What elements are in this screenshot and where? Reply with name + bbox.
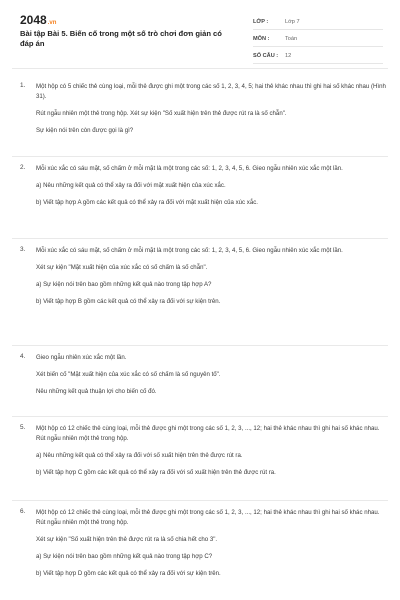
question-1 [20,82,386,136]
site-logo[interactable] [20,13,56,27]
question-6 [20,508,386,579]
meta-row-subject [253,32,383,47]
divider [12,156,388,157]
question-paragraph: a) Nêu những kết quả có thể xảy ra đối với số xuất hiện trên thẻ được rút ra. [36,452,243,459]
question-number: 2. [20,164,26,171]
meta-value: 12 [285,53,292,59]
question-body [36,164,386,208]
question-paragraph: Sự kiện nói trên còn được gọi là gì? [36,127,134,134]
logo-sub: .vn [47,20,57,26]
divider [12,500,388,501]
meta-value: Toán [285,36,298,42]
question-paragraph: Một hộp có 5 chiếc thẻ cùng loại, mỗi thẻ được ghi một trong các số 1, 2, 3, 4, 5; hai thẻ khác nhau thì ghi hai số khác nhau (Hình 31). [36,83,386,100]
question-paragraph: a) Sự kiện nói trên bao gồm những kết quả nào trong tập hợp C? [36,553,213,560]
divider [12,416,388,417]
logo-main: 2048 [20,13,47,27]
question-number: 6. [20,508,26,515]
page-title: Bài tập Bài 5. Biến cố trong một số trò chơi đơn giản có đáp án [20,29,222,48]
divider [12,68,388,69]
meta-label: LỚP : [253,19,269,25]
page-header [0,0,400,66]
question-number: 4. [20,353,26,360]
question-paragraph: Xét sự kiện "Số xuất hiện trên thẻ được rút ra là số chia hết cho 3". [36,536,218,543]
question-body [36,246,386,307]
question-paragraph: Một hộp có 12 chiếc thẻ cùng loại, mỗi thẻ được ghi một trong các số 1, 2, 3, ..., 12; hai thẻ khác nhau thì ghi hai số khác nhau. Rút ngẫu nhiên một thẻ trong hộp. [36,425,380,442]
question-number: 1. [20,82,26,89]
meta-row-class [253,15,383,30]
question-body [36,353,386,397]
question-paragraph: a) Nêu những kết quả có thể xảy ra đối với mặt xuất hiện của xúc xắc. [36,182,226,189]
question-paragraph: Rút ngẫu nhiên một thẻ trong hộp. Xét sự kiện "Số xuất hiện trên thẻ được rút ra là số chẵn". [36,110,287,117]
question-body [36,82,386,136]
question-paragraph: Xét biến cố "Mặt xuất hiện của xúc xắc có số chấm là số nguyên tố". [36,371,221,378]
question-2 [20,164,386,208]
question-paragraph: Xét sự kiện "Mặt xuất hiện của xúc xắc có số chấm là số chẵn". [36,264,208,271]
question-paragraph: b) Viết tập hợp C gồm các kết quả có thể xảy ra đối với số xuất hiện trên thẻ được rút ra. [36,469,276,476]
meta-label: SỐ CÂU : [253,53,279,59]
question-paragraph: b) Viết tập hợp A gồm các kết quả có thể xảy ra đối với mặt xuất hiện của xúc xắc. [36,199,258,206]
divider [12,238,388,239]
question-paragraph: b) Viết tập hợp D gồm các kết quả có thể xảy ra đối với sự kiện trên. [36,570,221,577]
question-body [36,508,386,579]
question-paragraph: Một hộp có 12 chiếc thẻ cùng loại, mỗi thẻ được ghi một trong các số 1, 2, 3, ..., 12; hai thẻ khác nhau thì ghi hai số khác nhau. Rút ngẫu nhiên một thẻ trong hộp. [36,509,380,526]
question-paragraph: Mỗi xúc xắc có sáu mặt, số chấm ở mỗi mặt là một trong các số: 1, 2, 3, 4, 5, 6. Gieo ngẫu nhiên xúc xắc một lần. [36,165,343,172]
question-body [36,424,386,478]
divider [12,345,388,346]
question-5 [20,424,386,478]
question-paragraph: Nêu những kết quả thuận lợi cho biến cố đó. [36,388,157,395]
meta-label: MÔN : [253,36,270,42]
question-paragraph: Gieo ngẫu nhiên xúc xắc một lần. [36,354,127,361]
question-number: 3. [20,246,26,253]
meta-value: Lớp 7 [285,19,300,25]
meta-row-count [253,49,383,64]
question-paragraph: b) Viết tập hợp B gồm các kết quả có thể xảy ra đối với sự kiện trên. [36,298,221,305]
question-paragraph: a) Sự kiện nói trên bao gồm những kết quả nào trong tập hợp A? [36,281,212,288]
question-number: 5. [20,424,26,431]
question-paragraph: Mỗi xúc xắc có sáu mặt, số chấm ở mỗi mặt là một trong các số: 1, 2, 3, 4, 5, 6. Gieo ngẫu nhiên xúc xắc một lần. [36,247,343,254]
meta-info [253,15,383,66]
question-4 [20,353,386,397]
question-3 [20,246,386,307]
